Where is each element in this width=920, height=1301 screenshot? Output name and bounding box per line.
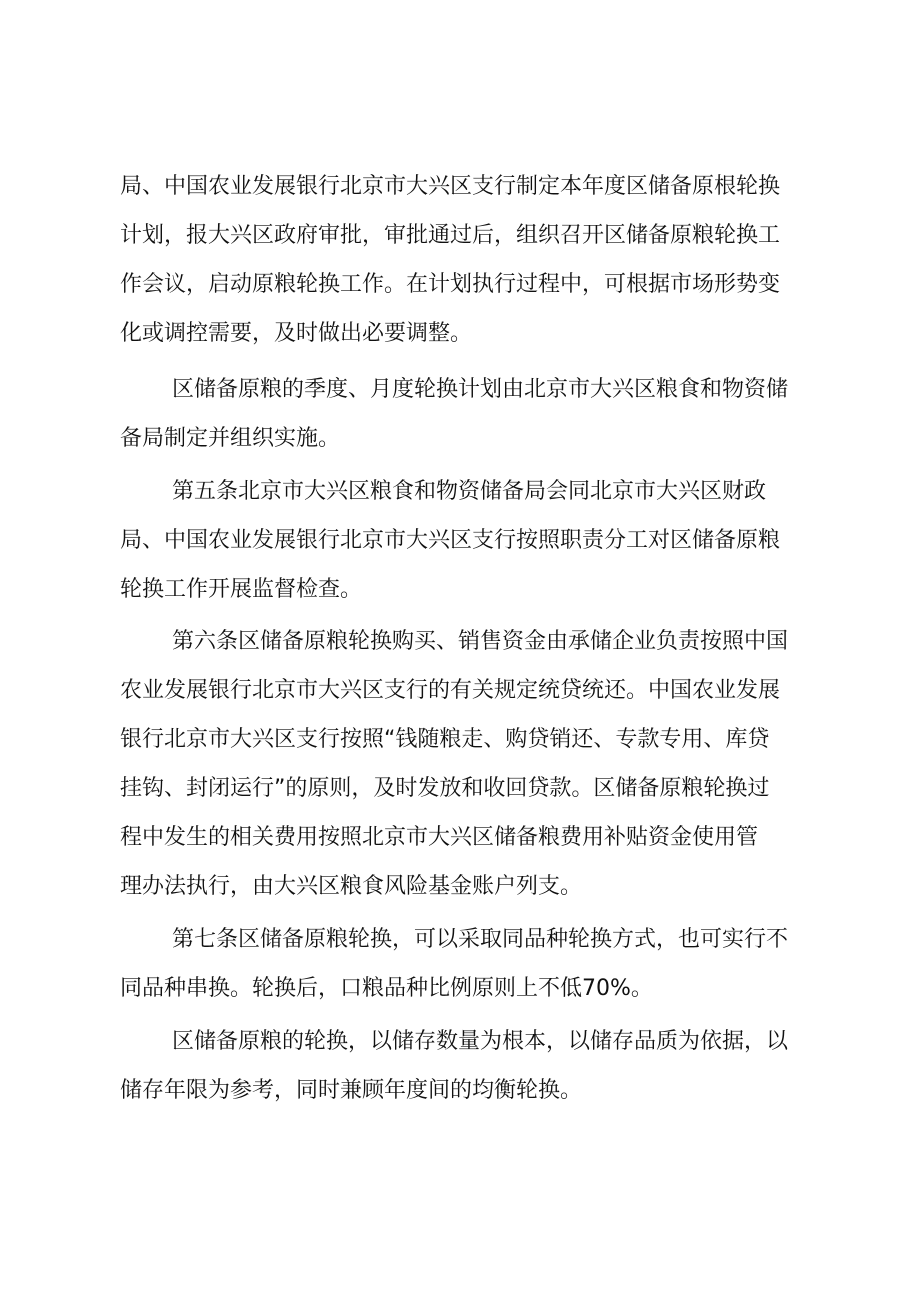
text-line (0, 523, 920, 559)
line-text: 程中发生的相关费用按照北京市大兴区储备粮费用补贴资金使用管 (120, 825, 759, 850)
text-line (0, 474, 920, 510)
line-text: 轮换工作开展监督检查。 (120, 577, 363, 602)
line-text: 计划，报大兴区政府审批，审批通过后，组织召开区储备原粮轮换工 (120, 223, 781, 248)
text-line (0, 218, 920, 254)
line-text: 局、中国农业发展银行北京市大兴区支行制定本年度区储备原根轮换 (120, 174, 781, 199)
line-text: 储存年限为参考，同时兼顾年度间的均衡轮换。 (120, 1078, 583, 1103)
line-text: 区储备原粮的季度、月度轮换计划由北京市大兴区粮食和物资储 (172, 377, 789, 402)
text-line (0, 316, 920, 352)
line-text: 第七条区储备原粮轮换，可以采取同品种轮换方式，也可实行不 (172, 927, 789, 952)
line-text: 作会议，启动原粮轮换工作。在计划执行过程中，可根据市场形势变 (120, 272, 781, 297)
line-text: 理办法执行，由大兴区粮食风险基金账户列支。 (120, 874, 583, 899)
text-line (0, 922, 920, 958)
text-line (0, 624, 920, 660)
text-line (0, 971, 920, 1007)
line-text: 区储备原粮的轮换，以储存数量为根本，以储存品质为依据，以 (172, 1029, 789, 1054)
text-line (0, 869, 920, 905)
line-text: 备局制定并组织实施。 (120, 426, 341, 451)
text-line (0, 820, 920, 856)
line-text: 第六条区储备原粮轮换购买、销售资金由承储企业负责按照中国 (172, 629, 789, 654)
text-line (0, 169, 920, 205)
text-line (0, 673, 920, 709)
line-text: 第五条北京市大兴区粮食和物资储备局会同北京市大兴区财政 (172, 479, 767, 504)
text-line (0, 421, 920, 457)
line-text: 化或调控需要，及时做出必要调整。 (120, 321, 473, 346)
text-line (0, 372, 920, 408)
line-text: 局、中国农业发展银行北京市大兴区支行按照职责分工对区储备原粮 (120, 528, 781, 553)
text-line (0, 722, 920, 758)
text-line (0, 771, 920, 807)
text-line (0, 267, 920, 303)
line-text: 挂钩、封闭运行”的原则，及时发放和收回贷款。区储备原粮轮换过 (120, 776, 770, 801)
text-line (0, 572, 920, 608)
text-line (0, 1073, 920, 1109)
line-text: 银行北京市大兴区支行按照“钱随粮走、购贷销还、专款专用、库贷 (120, 727, 770, 752)
line-text: 农业发展银行北京市大兴区支行的有关规定统贷统还。中国农业发展 (120, 678, 781, 703)
line-text: 同品种串换。轮换后，口粮品种比例原则上不低70%。 (120, 976, 653, 1001)
text-line (0, 1024, 920, 1060)
